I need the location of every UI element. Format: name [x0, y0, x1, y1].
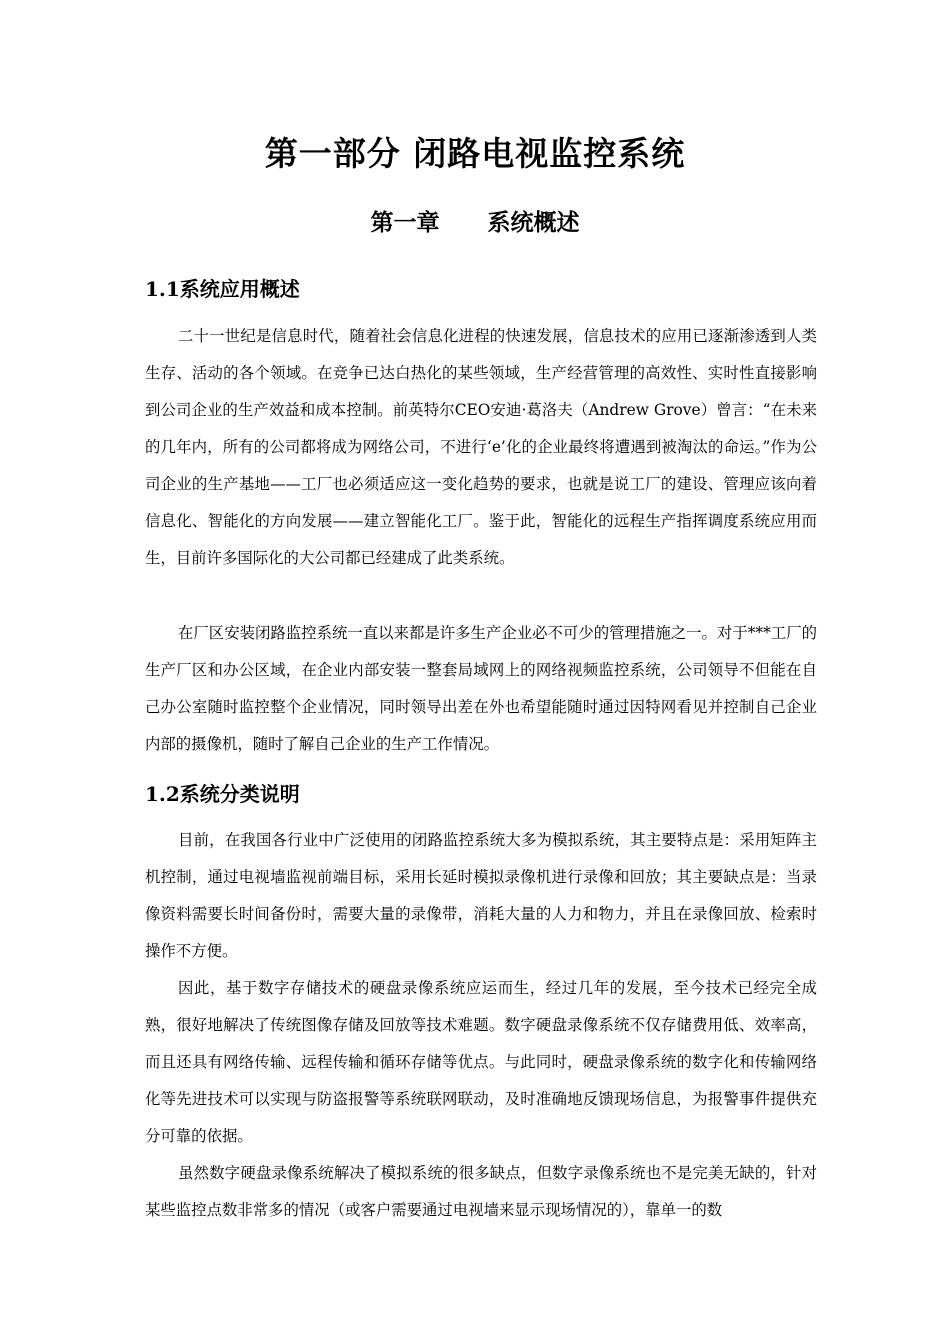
paragraph: 因此，基于数字存储技术的硬盘录像系统应运而生，经过几年的发展，至今技术已经完全成熟，很好地解决了传统图像存储及回放等技术难题。数字硬盘录像系统不仅存储费用低、效率高，而且还具有网络传输、远程传输和循环存储等优点。与此同时，硬盘录像系统的数字化和传输网络化等先进技术可以实现与防盗报警等系统联网联动，及时准确地反馈现场信息，为报警事件提供充分可靠的依据。 [145, 979, 817, 1145]
paragraph: 在厂区安装闭路监控系统一直以来都是许多生产企业必不可少的管理措施之一。对于***工厂的生产厂区和办公区域，在企业内部安装一整套局域网上的网络视频监控系统，公司领导不但能在自己办公室随时监控整个企业情况，同时领导出差在外也希望能随时通过因特网看见并控制自己企业内部的摄像机，随时了解自己企业的生产工作情况。 [145, 624, 817, 753]
paragraph: 目前，在我国各行业中广泛使用的闭路监控系统大多为模拟系统，其主要特点是：采用矩阵主机控制，通过电视墙监视前端目标，采用长延时模拟录像机进行录像和回放；其主要缺点是：当录像资料需要长时间备份时，需要大量的录像带，消耗大量的人力和物力，并且在录像回放、检索时操作不方便。 [145, 831, 817, 960]
paragraph: 二十一世纪是信息时代，随着社会信息化进程的快速发展，信息技术的应用已逐渐渗透到人类生存、活动的各个领域。在竞争已达白热化的某些领域，生产经营管理的高效性、实时性直接影响到公司企业的生产效益和成本控制。前英特尔CEO安迪·葛洛夫（Andrew Grove）曾言：“在未来的几年内，所有的公司都将成为网络公司，不进行‘e’化的企业最终将遭遇到被淘汰的命运。”作为公司企业的生产基地——工厂也必须适应这一变化趋势的要求，也就是说工厂的建设、管理应该向着信息化、智能化的方向发展——建立智能化工厂。鉴于此，智能化的远程生产指挥调度系统应用而生，目前许多国际化的大公司都已经建成了此类系统。 [145, 327, 817, 567]
paragraph: 虽然数字硬盘录像系统解决了模拟系统的很多缺点，但数字录像系统也不是完美无缺的，针对某些监控点数非常多的情况（或客户需要通过电视墙来显示现场情况的），靠单一的数 [145, 1164, 817, 1219]
chapter-title: 第一章 系统概述 [370, 209, 580, 236]
section-title-1-2: 1.2系统分类说明 [145, 782, 300, 806]
section-title-1-1: 1.1系统应用概述 [145, 277, 300, 301]
part-title: 第一部分 闭路电视监控系统 [264, 134, 686, 173]
